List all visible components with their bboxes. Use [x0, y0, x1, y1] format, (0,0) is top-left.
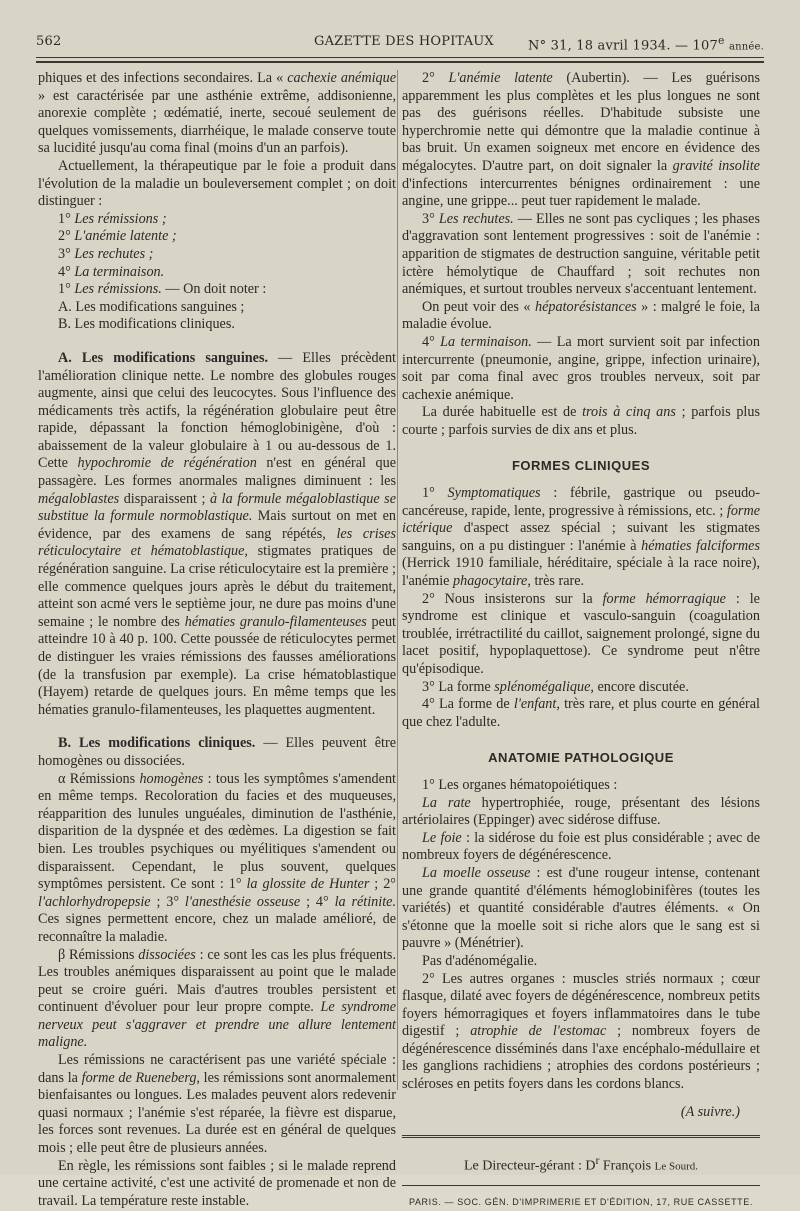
- heading-formes-cliniques: FORMES CLINIQUES: [402, 457, 760, 475]
- sublist-b: B. Les modifications cliniques.: [38, 316, 396, 334]
- list-item-terminaison: 4° La terminaison.: [38, 264, 396, 282]
- paragraph-autres-organes: 2° Les autres organes : muscles striés normaux ; cœur flasque, dilaté avec foyers de dégénérescence, nombreux petits foyers hémorragiques et foyers inflammatoires dans le tube digestif ; atrophie de l'estomac ; nombreux foyers de dégénérescence disséminés dans l'axe encéphalo-médullaire et les ganglions rachidiens ; atrophies des cordons postérieurs ; scléroses en petits foyers dans les cordons blancs.: [402, 971, 760, 1094]
- issue-info: [528, 34, 764, 53]
- header-rule-thin: [36, 57, 764, 58]
- paragraph-adenomegalie: Pas d'adénomégalie.: [402, 953, 760, 971]
- paragraph-foie: Le foie : la sidérose du foie est plus considérable ; avec de nombreux foyers de dégénérescence.: [402, 830, 760, 865]
- issue-text: N° 31, 18 avril 1934. — 107: [528, 38, 718, 53]
- paragraph-remissions-dissociees: β Rémissions dissociées : ce sont les cas les plus fréquents. Les troubles anémiques disparaissent au point que le malade peut se croire guéri. Mais d'autres troubles persistent et continuent d'évoluer pour leur propre compte. Le syndrome nerveux peut s'aggraver et prendre une allure lentement maligne.: [38, 947, 396, 1053]
- paragraph-hepatoresistances: On peut voir des « hépatorésistances » : malgré le foie, la maladie évolue.: [402, 299, 760, 334]
- paragraph-modifications-cliniques: B. Les modifications cliniques. — Elles peuvent être homogènes ou dissociées.: [38, 735, 396, 770]
- paragraph-forme-splenomegalique: 3° La forme splénomégalique, encore discutée.: [402, 679, 760, 697]
- to-be-continued: (A suivre.): [402, 1104, 760, 1122]
- paragraph-moelle: La moelle osseuse : est d'une rougeur intense, contenant une grande quantité d'éléments hémoglobinifères (toutes les variétés) et quantité considérable d'autres éléments. « On s'étonne que la moelle soit si riche alors que le sang est si pauvre » (Ménétrier).: [402, 865, 760, 953]
- paragraph-en-regle: En règle, les rémissions sont faibles ; si le malade reprend une certaine activité, c'est une activité de promenade et non de travail. La température reste instable.: [38, 1158, 396, 1211]
- left-column: [38, 70, 396, 1210]
- paragraph-forme-symptomatiques: 1° Symptomatiques : fébrile, gastrique ou pseudo-cancéreuse, rapide, lente, progressive à rémissions, etc. ; forme ictérique d'aspect assez spécial ; suivant les stigmates sanguins, on a pu distinguer : l'anémie à hématies falciformes (Herrick 1910 familiale, héréditaire, spéciale à la race noire), l'anémie phagocytaire, très rare.: [402, 485, 760, 591]
- header-rule-thick: [36, 61, 764, 63]
- sublist-a: A. Les modifications sanguines ;: [38, 299, 396, 317]
- paragraph-forme-hemorragique: 2° Nous insisterons sur la forme hémorragique : le syndrome est clinique et vasculo-sanguin (coagulation troublée, irrétractilité du caillot, saignement prolongé, signe du lacet positif, hypoplaquettose). Ce syndrome peut n'être qu'épisodique.: [402, 591, 760, 679]
- paragraph-duree: La durée habituelle est de trois à cinq ans ; parfois plus courte ; parfois survies de dix ans et plus.: [402, 404, 760, 439]
- paragraph-remissions-variete: Les rémissions ne caractérisent pas une variété spéciale : dans la forme de Rueneberg, les rémissions sont anormalement bienfaisantes ou longues. Les malades peuvent alors redevenir quasi normaux ; l'anémie s'est réparée, la fièvre est disparue, les forces sont revenues. La durée est en général de quelques mois ; elle peut être de plusieurs années.: [38, 1052, 396, 1158]
- printer-imprint: PARIS. — SOC. GÉN. D'IMPRIMERIE ET D'ÉDITION, 17, RUE CASSETTE.: [402, 1185, 760, 1211]
- column-divider: [397, 70, 398, 1090]
- paragraph-remissions-homogenes: α Rémissions homogènes : tous les symptômes s'amendent en même temps. Recoloration du facies et des muqueuses, réapparition des lunules unguéales, diminution de l'asthénie, disparition de la dyspnée et des œdèmes. La digestion se fait bien. Les troubles psychiques ou myélitiques s'amendent ou disparaissent. Cependant, le plus souvent, quelques symptômes persistent. Ce sont : 1° la glossite de Hunter ; 2° l'achlorhydropepsie ; 3° l'anesthésie osseuse ; 4° la rétinite. Ces signes permettent encore, chez un malade amélioré, de reconnaître la maladie.: [38, 771, 396, 947]
- paragraph-therapeutique: Actuellement, la thérapeutique par le foie a produit dans l'évolution de la maladie un bouleversement complet ; on doit distinguer :: [38, 158, 396, 211]
- right-column: [402, 70, 760, 1211]
- end-rule: [402, 1135, 760, 1140]
- running-header: [36, 30, 764, 52]
- paragraph-forme-enfant: 4° La forme de l'enfant, très rare, et plus courte en général que chez l'adulte.: [402, 696, 760, 731]
- issue-sup: e: [718, 34, 725, 47]
- list-item-remissions: 1° Les rémissions ;: [38, 211, 396, 229]
- paragraph-rate: La rate hypertrophiée, rouge, présentant des lésions artériolaires (Eppinger) avec sidérose diffuse.: [402, 795, 760, 830]
- issue-suffix: année.: [729, 41, 764, 52]
- heading-anatomie-pathologique: ANATOMIE PATHOLOGIQUE: [402, 749, 760, 767]
- list-item-anemie-latente: 2° L'anémie latente ;: [38, 228, 396, 246]
- paragraph-terminaison: 4° La terminaison. — La mort survient soit par infection intercurrente (pneumonie, angine, grippe, infection urinaire), soit par coma final avec gros troubles nerveux, soit par cachexie anémique.: [402, 334, 760, 404]
- paragraph-modifications-sanguines: A. Les modifications sanguines. — Elles précèdent l'amélioration clinique nette. Le nombre des globules rouges augmente, ainsi que celui des leucocytes. Sous l'influence des médicaments très actifs, la régénération globulaire peut être rapide, dépassant la fonction hémoglobinigène, d'où : abaissement de la valeur globulaire à 1 ou au-dessous de 1. Cette hypochromie de régénération n'est en général que passagère. Les formes anormales malignes diminuent : les mégaloblastes disparaissent ; à la formule mégaloblastique se substitue la formule normoblastique. Mais surtout on met en évidence, par des examens de sang répétés, les crises réticulocytaire et hématoblastique, stigmates pratiques de régénération sanguine. La crise réticulocytaire est la première ; elle commence quelques jours après le début du traitement, atteint son acmé vers le septième jour, ne dure pas moins d'une semaine ; le nombre des hématies granulo-filamenteuses peut atteindre 10 à 40 p. 100. Cette poussée de réticulocytes permet de distinguer les vraies rémissions des fausses améliorations (de la transfusion par exemple). La crise hématoblastique (Hayem) retarde de quelques jours. En même temps que les hématies granulo-filamenteuses, les plaquettes augmentent.: [38, 350, 396, 719]
- paragraph-cachexie: phiques et des infections secondaires. La « cachexie anémique » est caractérisée par une asthénie extrême, addisonienne, anorexie complète ; œdématié, inerte, secoué seulement de quelques vomissements, diarrhéique, le malade conserve toute sa lucidité jusqu'au coma final (moins d'un an parfois).: [38, 70, 396, 158]
- paragraph-rechutes: 3° Les rechutes. — Elles ne sont pas cycliques ; les phases d'aggravation sont lentement progressives : soit de l'anémie : apparition de stigmates de destruction sanguine, véritable petit ictère hémolytique de Chauffard ; soit rechutes non anémiques, et surtout troubles nerveux s'accentuant lentement.: [402, 211, 760, 299]
- list-item-rechutes: 3° Les rechutes ;: [38, 246, 396, 264]
- section-remissions: 1° Les rémissions. — On doit noter :: [38, 281, 396, 299]
- paragraph-anemie-latente: 2° L'anémie latente (Aubertin). — Les guérisons apparemment les plus complètes et les plus longues ne sont pas des guérisons réelles. D'habitude subsiste une hyperchromie nette qui démontre que la maladie continue à bas bruit. Un examen soigneux met encore en évidence des mégalocytes. D'autre part, on doit signaler la gravité insolite d'infections intercurrentes bénignes ordinairement : une angine, une grippe... peut tuer rapidement le malade.: [402, 70, 760, 211]
- journal-title: GAZETTE DES HOPITAUX: [314, 34, 494, 49]
- page-number: 562: [36, 34, 61, 49]
- paragraph-organes-hematopoietiques: 1° Les organes hématopoiétiques :: [402, 777, 760, 795]
- director-line: Le Directeur-gérant : $D^r$ François Le Sourd.: [402, 1152, 760, 1176]
